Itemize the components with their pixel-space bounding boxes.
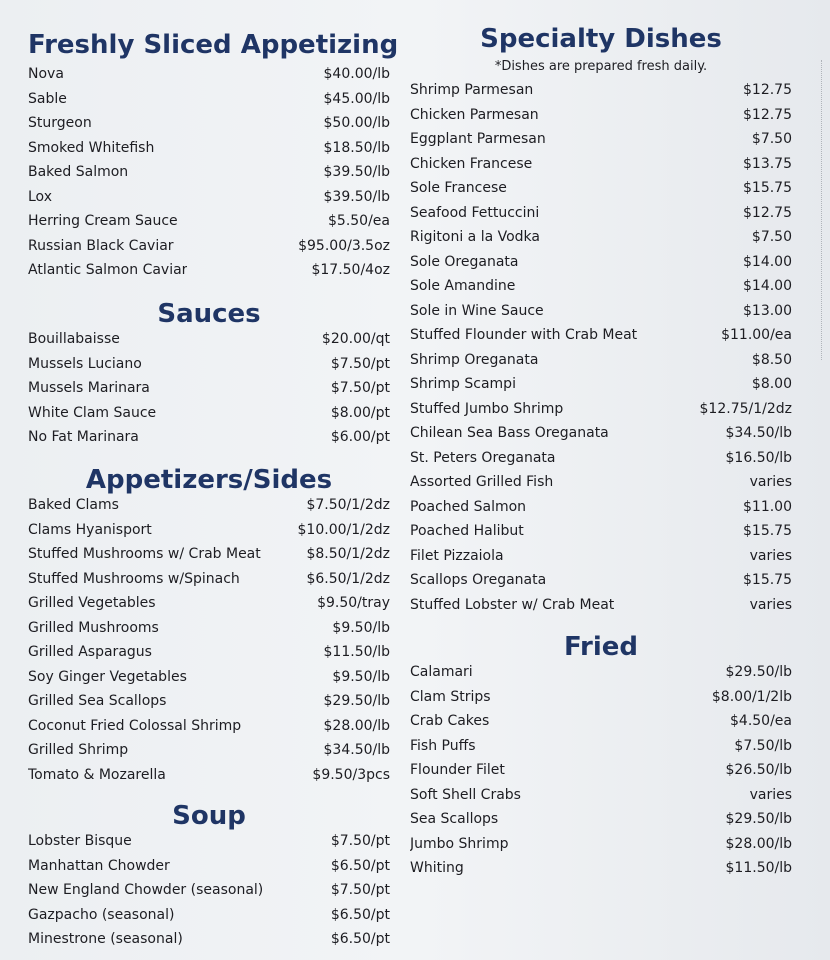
specialty-note: *Dishes are prepared fresh daily.	[494, 59, 708, 74]
menu-item	[28, 767, 390, 792]
menu-item-price: $40.00/lb	[323, 66, 390, 82]
menu-item-price: $8.00/pt	[330, 404, 390, 421]
menu-item-price: $29.50/lb	[323, 693, 390, 709]
page-edge-decoration	[821, 60, 830, 360]
menu-item	[28, 693, 390, 718]
menu-item-name: Coconut Fried Colossal Shrimp	[28, 717, 242, 734]
menu-item-name: Manhattan Chowder	[28, 857, 170, 874]
menu-item-name: Clams Hyanisport	[28, 521, 152, 538]
menu-item	[410, 664, 792, 689]
menu-item	[410, 474, 792, 499]
menu-item	[28, 571, 390, 596]
menu-item-price: $29.50/lb	[725, 811, 792, 827]
menu-item-name: Stuffed Mushrooms w/ Crab Meat	[28, 546, 261, 562]
menu-item	[410, 860, 792, 885]
menu-item	[410, 597, 792, 622]
menu-item-price: $7.50/pt	[330, 833, 390, 849]
menu-item-price: $14.00	[743, 278, 792, 294]
menu-item	[28, 405, 390, 430]
menu-item	[28, 931, 390, 956]
fried-list	[410, 664, 792, 885]
menu-item-price: $7.50/pt	[330, 380, 390, 396]
menu-item-name: Russian Black Caviar	[28, 237, 174, 254]
menu-item-price: varies	[749, 786, 792, 803]
menu-item-price: $6.50/pt	[330, 857, 390, 874]
section-title-appetizers-sides: Appetizers/Sides	[85, 465, 333, 495]
menu-item	[28, 262, 390, 287]
menu-item-price: $6.50/pt	[330, 906, 390, 923]
menu-item-price: $15.75	[743, 180, 792, 196]
menu-item-name: Stuffed Lobster w/ Crab Meat	[410, 596, 615, 613]
menu-item-price: $34.50/lb	[725, 425, 792, 441]
menu-item-price: $7.50/pt	[330, 355, 390, 372]
menu-item-name: Shrimp Oreganata	[410, 351, 539, 368]
menu-item	[410, 327, 792, 352]
menu-item-name: Mussels Luciano	[28, 355, 142, 372]
menu-item	[28, 213, 390, 238]
menu-item-name: Flounder Filet	[410, 762, 505, 778]
sauces-list	[28, 331, 390, 454]
menu-item	[410, 278, 792, 303]
menu-item	[410, 713, 792, 738]
menu-item-price: $5.50/ea	[328, 213, 390, 229]
appetizers-sides-list	[28, 497, 390, 791]
menu-item-name: Soft Shell Crabs	[410, 786, 521, 803]
menu-item-name: Shrimp Parmesan	[410, 82, 534, 98]
menu-item	[410, 499, 792, 524]
menu-item-name: Grilled Sea Scallops	[28, 693, 167, 709]
menu-item-price: $18.50/lb	[323, 139, 390, 156]
section-title-appetizing: Freshly Sliced Appetizing	[28, 30, 399, 60]
menu-item-name: Shrimp Scampi	[410, 376, 516, 392]
menu-item	[410, 180, 792, 205]
menu-item-price: $12.75/1/2dz	[699, 400, 792, 417]
menu-item-name: New England Chowder (seasonal)	[28, 882, 264, 898]
menu-item	[28, 669, 390, 694]
menu-item-name: Poached Halibut	[410, 523, 524, 539]
menu-item-name: Nova	[28, 66, 64, 82]
menu-item-name: Calamari	[410, 664, 473, 680]
menu-item-price: $20.00/qt	[321, 331, 390, 347]
menu-item-price: $6.00/pt	[330, 429, 390, 445]
menu-item-name: Mussels Marinara	[28, 380, 150, 396]
menu-item	[28, 164, 390, 189]
menu-item-name: Stuffed Jumbo Shrimp	[410, 400, 564, 417]
menu-item	[28, 742, 390, 767]
menu-item-name: Sole Amandine	[410, 278, 516, 294]
menu-item-price: $15.75	[743, 572, 792, 588]
menu-item-name: Poached Salmon	[410, 498, 527, 515]
menu-item-name: Sole Francese	[410, 180, 507, 196]
menu-item-price: $13.75	[743, 155, 792, 172]
menu-item-name: Sea Scallops	[410, 811, 499, 827]
menu-item-name: No Fat Marinara	[28, 429, 139, 445]
menu-item-price: $29.50/lb	[725, 664, 792, 680]
menu-item-price: $9.50/tray	[317, 595, 390, 611]
menu-item	[28, 189, 390, 214]
menu-item-name: Rigitoni a la Vodka	[410, 229, 540, 245]
menu-item	[28, 644, 390, 669]
menu-item-price: $8.00	[751, 376, 792, 392]
specialty-dishes-list	[410, 82, 792, 621]
menu-item	[28, 595, 390, 620]
soup-list	[28, 833, 390, 956]
menu-item	[410, 205, 792, 230]
menu-item	[410, 523, 792, 548]
menu-item-name: Jumbo Shrimp	[410, 835, 509, 852]
menu-item	[410, 352, 792, 377]
menu-item-name: Grilled Asparagus	[28, 644, 152, 660]
menu-item-price: $8.50	[751, 351, 792, 368]
menu-item-price: $26.50/lb	[725, 762, 792, 778]
menu-item-name: Sole in Wine Sauce	[410, 302, 544, 319]
menu-item	[410, 572, 792, 597]
section-title-specialty-dishes: Specialty Dishes	[480, 24, 722, 54]
menu-item	[28, 882, 390, 907]
menu-item-price: $11.50/lb	[323, 644, 390, 660]
menu-item	[28, 718, 390, 743]
menu-item	[28, 140, 390, 165]
menu-item-name: Gazpacho (seasonal)	[28, 906, 175, 923]
menu-item-price: $16.50/lb	[725, 449, 792, 466]
menu-item	[410, 254, 792, 279]
menu-item-name: Tomato & Mozarella	[28, 766, 166, 783]
menu-item-name: Grilled Mushrooms	[28, 619, 159, 636]
menu-item-price: $39.50/lb	[323, 188, 390, 205]
menu-item-name: Fish Puffs	[410, 737, 476, 754]
menu-item-price: $34.50/lb	[323, 742, 390, 758]
menu-item-price: $17.50/4oz	[311, 262, 390, 278]
menu-item-name: Lobster Bisque	[28, 833, 132, 849]
menu-item-price: $9.50/lb	[332, 668, 390, 685]
menu-item-name: Stuffed Flounder with Crab Meat	[410, 327, 638, 343]
menu-item-name: Herring Cream Sauce	[28, 213, 178, 229]
menu-item-price: $12.75	[743, 106, 792, 123]
menu-item-name: Bouillabaisse	[28, 331, 120, 347]
menu-item-name: White Clam Sauce	[28, 404, 157, 421]
menu-item-price: $45.00/lb	[323, 90, 390, 107]
menu-item-name: Whiting	[410, 860, 464, 876]
menu-item	[410, 811, 792, 836]
menu-item	[28, 356, 390, 381]
menu-item	[28, 380, 390, 405]
menu-item-price: $11.00/ea	[721, 327, 792, 343]
menu-item	[28, 522, 390, 547]
menu-item-price: varies	[749, 474, 792, 490]
menu-item-price: $8.50/1/2dz	[306, 546, 390, 562]
menu-item	[28, 497, 390, 522]
menu-item-price: $39.50/lb	[323, 164, 390, 180]
menu-item	[410, 787, 792, 812]
menu-item-name: Sable	[28, 90, 67, 107]
menu-item-name: Scallops Oreganata	[410, 572, 547, 588]
menu-item-price: $7.50	[751, 229, 792, 245]
menu-item-price: $8.00/1/2lb	[711, 688, 792, 705]
menu-item-price: $7.50/pt	[330, 882, 390, 898]
menu-item	[28, 66, 390, 91]
section-title-sauces: Sauces	[157, 299, 261, 329]
menu-item-price: $9.50/lb	[332, 619, 390, 636]
menu-item-name: Seafood Fettuccini	[410, 204, 540, 221]
menu-item-price: $7.50/1/2dz	[306, 497, 390, 513]
menu-item-name: Grilled Shrimp	[28, 742, 129, 758]
menu-item-name: Crab Cakes	[410, 713, 490, 729]
menu-item-price: $10.00/1/2dz	[297, 521, 390, 538]
menu-item	[28, 620, 390, 645]
menu-item-price: varies	[749, 596, 792, 613]
section-title-fried: Fried	[563, 632, 639, 662]
menu-item-name: Clam Strips	[410, 688, 491, 705]
menu-item	[28, 115, 390, 140]
menu-item-name: Chicken Francese	[410, 155, 533, 172]
menu-item-price: $7.50/lb	[734, 737, 792, 754]
menu-item-price: $4.50/ea	[730, 713, 792, 729]
menu-item-name: Sturgeon	[28, 115, 92, 131]
menu-item-price: $11.00	[743, 498, 792, 515]
menu-item-name: Sole Oreganata	[410, 253, 519, 270]
menu-item-name: Chicken Parmesan	[410, 106, 539, 123]
menu-item	[410, 450, 792, 475]
menu-item-name: Assorted Grilled Fish	[410, 474, 554, 490]
menu-item	[28, 907, 390, 932]
menu-item-price: $50.00/lb	[323, 115, 390, 131]
menu-item	[410, 836, 792, 861]
menu-item-price: $11.50/lb	[725, 860, 792, 876]
menu-item	[410, 131, 792, 156]
appetizing-list	[28, 66, 390, 287]
menu-item-name: Chilean Sea Bass Oreganata	[410, 425, 609, 441]
menu-item	[410, 762, 792, 787]
menu-item	[410, 229, 792, 254]
menu-item-price: $13.00	[743, 302, 792, 319]
menu-item	[28, 238, 390, 263]
menu-item-name: Grilled Vegetables	[28, 595, 156, 611]
menu-item-name: Atlantic Salmon Caviar	[28, 262, 188, 278]
menu-item-price: $28.00/lb	[725, 835, 792, 852]
menu-item-name: Smoked Whitefish	[28, 139, 155, 156]
menu-item	[410, 303, 792, 328]
menu-item	[410, 738, 792, 763]
menu-item	[28, 429, 390, 454]
menu-item-price: $6.50/1/2dz	[306, 570, 390, 587]
menu-item-name: Soy Ginger Vegetables	[28, 668, 187, 685]
menu-item-price: $15.75	[743, 523, 792, 539]
menu-item	[410, 107, 792, 132]
menu-item-price: $7.50	[751, 131, 792, 147]
menu-item	[28, 546, 390, 571]
menu-item	[410, 82, 792, 107]
menu-item-name: Filet Pizzaiola	[410, 547, 504, 564]
menu-item-price: $9.50/3pcs	[312, 766, 390, 783]
menu-item-price: $6.50/pt	[330, 931, 390, 947]
menu-item	[28, 91, 390, 116]
menu-item	[410, 401, 792, 426]
menu-item	[410, 689, 792, 714]
menu-item-name: Minestrone (seasonal)	[28, 931, 183, 947]
menu-item-price: $12.75	[743, 204, 792, 221]
menu-item-name: Stuffed Mushrooms w/Spinach	[28, 570, 240, 587]
menu-item-name: Baked Clams	[28, 497, 119, 513]
menu-item	[28, 331, 390, 356]
section-title-soup: Soup	[172, 801, 246, 831]
menu-item	[28, 833, 390, 858]
menu-item	[410, 425, 792, 450]
menu-item	[410, 548, 792, 573]
menu-item-price: $95.00/3.5oz	[298, 237, 390, 254]
menu-item	[410, 156, 792, 181]
menu-item-name: St. Peters Oreganata	[410, 449, 556, 466]
menu-item-name: Eggplant Parmesan	[410, 131, 546, 147]
menu-item-price: $28.00/lb	[323, 717, 390, 734]
menu-item-name: Lox	[28, 188, 52, 205]
menu-item-price: varies	[749, 547, 792, 564]
menu-item-name: Baked Salmon	[28, 164, 129, 180]
menu-item	[410, 376, 792, 401]
menu-item	[28, 858, 390, 883]
menu-item-price: $12.75	[743, 82, 792, 98]
menu-item-price: $14.00	[743, 253, 792, 270]
